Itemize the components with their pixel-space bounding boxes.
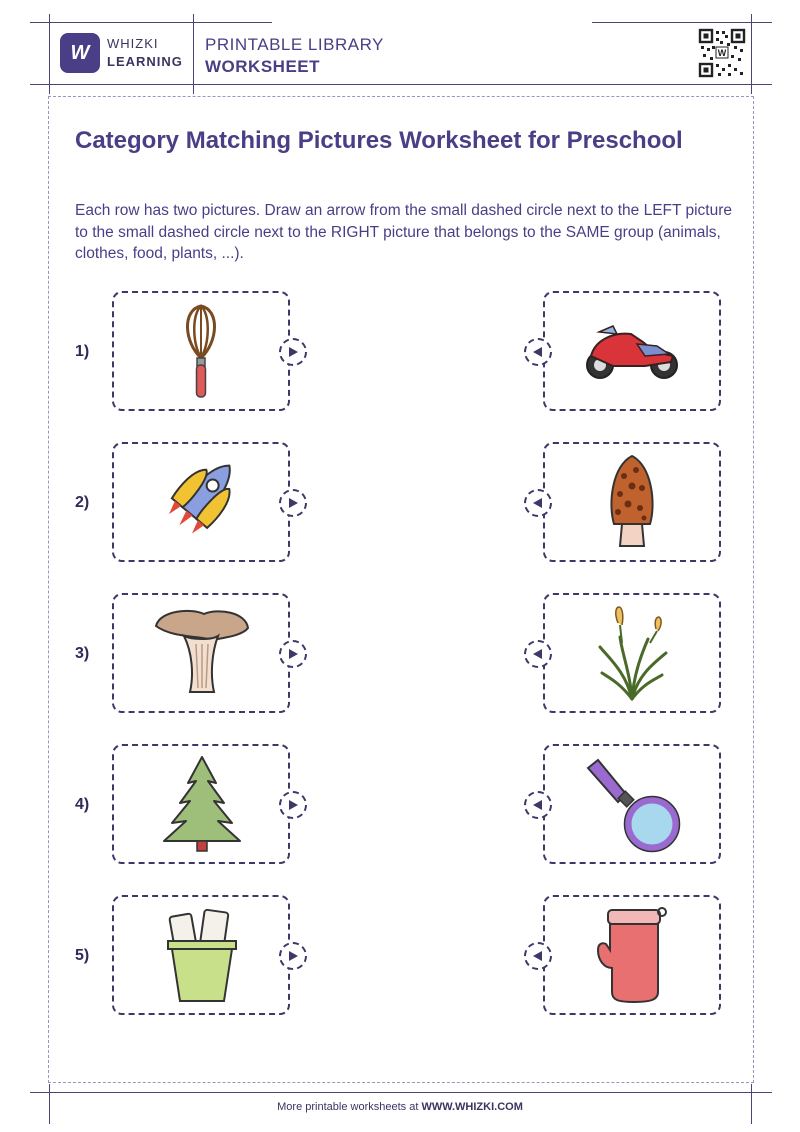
row-number: 4) xyxy=(75,796,90,813)
footer-rule xyxy=(30,1092,772,1093)
svg-text:W: W xyxy=(717,48,727,58)
rocket-icon xyxy=(158,452,248,542)
header-rule-bottom xyxy=(30,84,772,85)
arrow-left-icon xyxy=(532,648,544,660)
left-connector-dot[interactable] xyxy=(279,791,307,819)
header-rule-top-right xyxy=(592,22,772,23)
header-vrule-mid xyxy=(193,14,194,94)
header-vrule-left xyxy=(49,14,50,94)
arrow-right-icon xyxy=(287,346,299,358)
arrow-left-icon xyxy=(532,346,544,358)
arrow-left-icon xyxy=(532,799,544,811)
left-connector-dot[interactable] xyxy=(279,640,307,668)
whisk-icon xyxy=(178,302,224,402)
instructions: Each row has two pictures. Draw an arrow from the small dashed circle next to the LEFT picture to the small dashed circle next to the RIGHT picture that belongs to the SAME group (animals, clothes, food, plants, ...). xyxy=(75,202,733,262)
left-connector-dot[interactable] xyxy=(279,942,307,970)
morel-mushroom-icon xyxy=(604,452,660,552)
footer-site-link[interactable]: WWW.WHIZKI.COM xyxy=(421,1101,523,1113)
qr-code-icon xyxy=(698,28,746,78)
left-connector-dot[interactable] xyxy=(279,338,307,366)
motorcycle-icon xyxy=(583,322,683,382)
header-vrule-right xyxy=(751,14,752,94)
magnifying-glass-icon xyxy=(584,756,684,854)
arrow-right-icon xyxy=(287,799,299,811)
pine-tree-icon xyxy=(160,755,244,853)
row-number: 3) xyxy=(75,645,90,662)
arrow-right-icon xyxy=(287,648,299,660)
row-number: 1) xyxy=(75,343,90,360)
row-number: 5) xyxy=(75,947,90,964)
row-number: 2) xyxy=(75,494,90,511)
right-connector-dot[interactable] xyxy=(524,791,552,819)
oven-mitt-icon xyxy=(594,906,674,1004)
right-connector-dot[interactable] xyxy=(524,489,552,517)
arrow-left-icon xyxy=(532,497,544,509)
arrow-right-icon xyxy=(287,950,299,962)
right-connector-dot[interactable] xyxy=(524,640,552,668)
right-connector-dot[interactable] xyxy=(524,338,552,366)
whizki-logo: W xyxy=(60,33,100,73)
cattail-plant-icon xyxy=(596,603,668,703)
left-connector-dot[interactable] xyxy=(279,489,307,517)
brand-line2: LEARNING xyxy=(107,54,183,69)
marshmallow-cup-icon xyxy=(162,905,242,1005)
footer-text xyxy=(0,1101,800,1113)
doc-type: WORKSHEET xyxy=(205,57,320,76)
chanterelle-mushroom-icon xyxy=(152,604,252,700)
arrow-right-icon xyxy=(287,497,299,509)
brand-line1: WHIZKI xyxy=(107,36,159,51)
page-title: Category Matching Pictures Worksheet for Preschool xyxy=(75,127,683,154)
library-label: PRINTABLE LIBRARY xyxy=(205,35,384,54)
header-rule-top xyxy=(30,22,272,23)
arrow-left-icon xyxy=(532,950,544,962)
right-connector-dot[interactable] xyxy=(524,942,552,970)
footer-prefix: More printable worksheets at xyxy=(277,1101,419,1113)
